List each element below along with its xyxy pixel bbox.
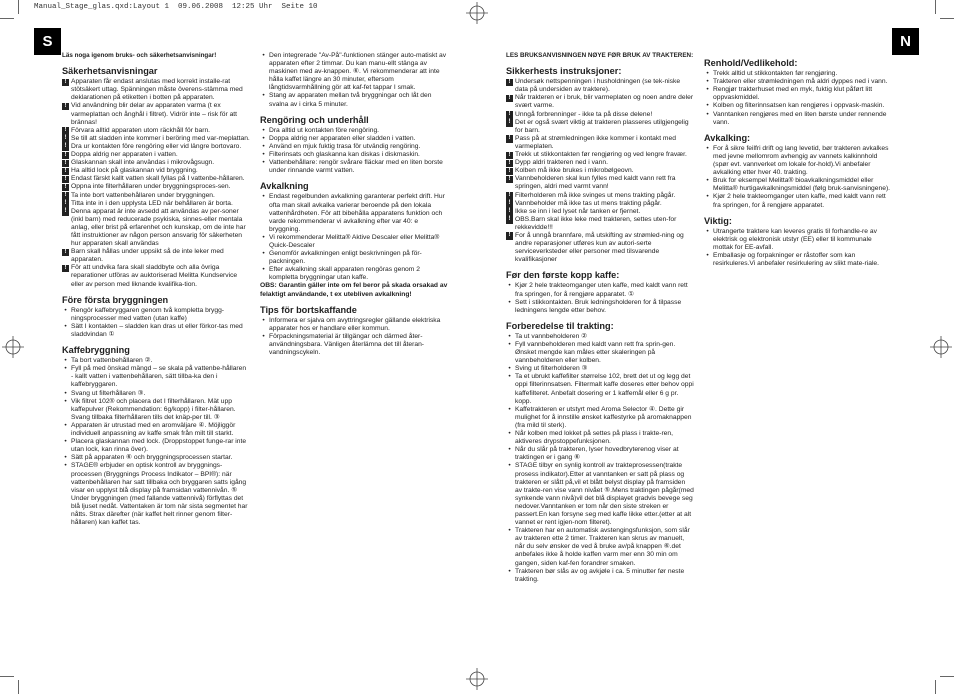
warning-item xyxy=(62,102,250,126)
bullet-item xyxy=(260,250,448,266)
bullet-icon: • xyxy=(508,527,511,535)
item-text: Ta inte bort vattenbehållaren under bryggningen. xyxy=(71,191,215,199)
exclamation-icon: ! xyxy=(62,200,69,208)
registration-mark-icon xyxy=(466,2,488,24)
item-text: Unngå forbrenninger - ikke ta på disse delene! xyxy=(515,110,653,118)
bullet-icon: • xyxy=(262,151,265,159)
item-text: Kjør 2 hele trakteomganger uten kaffe, med kaldt vann rett fra springen, for å rengjøre apparatet. ① xyxy=(515,282,688,298)
item-text: Vi rekommenderar Melitta® Aktive Descaler eller Melitta® Quick-Descaler xyxy=(269,233,440,249)
warning-item xyxy=(62,135,250,143)
warning-item xyxy=(506,135,694,151)
bullet-item xyxy=(260,143,448,151)
warning-item xyxy=(62,78,250,102)
bullet-item xyxy=(260,151,448,159)
section-heading: Viktig: xyxy=(704,215,732,226)
column-norwegian-2 xyxy=(704,52,892,268)
item-text: Endast regelbunden avkalkning garanterar perfekt drift. Hur ofta man skall avkalka varierar beroende på den lokala vattenhårdheten. För att bibehålla apparatens funktion och varde rekommenderar vi avkalkning efter var 40: e bryggning. xyxy=(269,193,445,233)
bullet-icon: • xyxy=(64,462,67,470)
bullet-icon: • xyxy=(508,446,511,454)
bullet-item xyxy=(260,135,448,143)
section-heading: Renhold/Vedlikehold: xyxy=(704,58,798,68)
item-text: Efter avkalkning skall apparaten rengöras genom 2 kompletta bryggningar utan kaffe. xyxy=(269,266,420,282)
bullet-item xyxy=(260,234,448,250)
bullet-icon: • xyxy=(706,70,709,78)
bullet-icon: • xyxy=(706,177,709,185)
item-text: Placera glaskannan med lock. (Droppstoppet funge-rar inte utan lock, kan rinna över). xyxy=(71,438,247,454)
bullet-icon: • xyxy=(508,430,511,438)
crop-mark xyxy=(940,676,954,677)
bullet-item xyxy=(506,299,694,315)
item-text: Förpackningsmaterial är tillgängar och därmed åter-användningsbara. Vänligen återlämna det till återan-vandningscykeln. xyxy=(269,332,425,357)
exclamation-icon: ! xyxy=(62,143,69,151)
bullet-item xyxy=(506,462,694,527)
bullet-item xyxy=(506,341,694,365)
bullet-item xyxy=(506,373,694,405)
item-text: Kolben og filterinnsatsen kan rengjøres i oppvask-maskin. xyxy=(713,102,885,110)
warning-item xyxy=(506,232,694,264)
bullet-icon: • xyxy=(262,266,265,274)
item-text: Kaffetrakteren er utstyrt med Aroma Selector ④. Dette gir mulighet for å innstille ønsket kaffestyrke på aromaknappen (fra mild til sterk). xyxy=(515,405,692,429)
item-text: Rengör kaffebryggaren genom två kompletta brygg-ningsprocesser med vatten (utan kaffe) xyxy=(71,306,225,322)
section-heading: Før den første kopp kaffe: xyxy=(506,270,620,281)
bullet-icon: • xyxy=(64,365,67,373)
item-text: Förvara alltid apparaten utom räckhåll för barn. xyxy=(71,126,211,134)
section-heading: Säkerhetsanvisningar xyxy=(62,66,158,77)
item-text: Dypp aldri trakteren ned i vann. xyxy=(515,159,608,167)
exclamation-icon: ! xyxy=(506,216,513,224)
bullet-item xyxy=(62,390,250,398)
bullet-icon: • xyxy=(262,92,265,100)
registration-mark-icon xyxy=(930,336,952,358)
warning-item xyxy=(506,208,694,216)
item-text: Undersøk nettspenningen i husholdningen (se tek-niske data på undersiden av traktere). xyxy=(515,78,681,94)
item-text: Informera er sjalva om avyttringsregler gällande elektriska apparater hos er handlare eller kommun. xyxy=(269,316,441,332)
language-tab-swedish: S xyxy=(34,28,61,55)
exclamation-icon: ! xyxy=(506,160,513,168)
item-text: Oppna inte filterhållaren under bryggningsproces-sen. xyxy=(71,183,231,191)
item-text: Ta et ubrukt kaffefilter størrelse 102, brett det ut og legg det oppi filterinnsatsen. Filtermalt kaffe doseres etter behov oppi kaffefilteret. Anbefalt dosering er 1 kaffemål eller 6 g pr. kopp. xyxy=(515,373,694,405)
item-text: Når kolben med lokket på settes på plass i trakte-ren, aktiveres drypstoppefunksjonen. xyxy=(515,430,673,446)
item-text: STAGE® erbjuder en optisk kontroll av bryggnings-processen (Bryggnings Process Indikator – BPI®): när vattenbehållaren har satt tillbaka och bryggaren satts igång visar en upplyst blå display på framsidan vattennivån. ⑤ Under bryggningen (med fallande vattennivå) förflyttas det blå ljuset nedåt. Vattentaken är tom när sista segmentet har nåtts. Strax därefter (när kaffet helt rinner genom filter-hållaren) kan kaffet tas. xyxy=(71,462,248,527)
crop-mark xyxy=(18,0,19,14)
item-text: Barn skall hållas under uppsikt så de inte leker med apparaten. xyxy=(71,248,224,264)
bullet-icon: • xyxy=(508,462,511,470)
warning-item xyxy=(506,159,694,167)
bullet-icon: • xyxy=(262,126,265,134)
bullet-item xyxy=(704,102,892,110)
item-text: Sving ut filterholderen ③ xyxy=(515,365,588,373)
exclamation-icon: ! xyxy=(62,208,69,216)
item-text: For å unngå brannfare, må utskifting av strømled-ning og andre reparasjoner utføres kun av autori-serte serviceverksteder eller personer med tilsvarende kvalifikasjoner xyxy=(515,231,684,264)
item-text: Filterinsats och glaskanna kan diskas i diskmaskin. xyxy=(269,151,420,159)
bullet-icon: • xyxy=(64,306,67,314)
bullet-icon: • xyxy=(706,78,709,86)
warning-item xyxy=(506,119,694,135)
bullet-item xyxy=(260,159,448,175)
exclamation-icon: ! xyxy=(506,200,513,208)
bullet-icon: • xyxy=(64,389,67,397)
item-text: Bruk for eksempel Melitta® bioavkalkningsmiddel eller Melitta® hurtigavkalkningsmiddel (følg bruk-sanvisningene). xyxy=(713,177,891,193)
section-heading: Sikkerhests instruksjoner: xyxy=(506,66,622,77)
warning-item xyxy=(506,200,694,208)
bullet-item xyxy=(704,70,892,78)
item-text: Fyll vannbeholderen med kaldt vann rett fra sprin-gen. Ønsket mengde kan måles etter skaleringen på vannbeholderen eller kolben. xyxy=(515,341,676,365)
column-norwegian-1 xyxy=(506,52,694,584)
warning-item xyxy=(506,192,694,200)
bullet-item xyxy=(62,307,250,323)
item-text: Sett i stikkontakten. Bruk ledningsholderen for å tilpasse ledningens lengde etter behov. xyxy=(515,298,682,314)
bullet-item xyxy=(704,145,892,177)
item-text: Svang ut filterhållaren ③. xyxy=(71,389,146,397)
column-swedish-1 xyxy=(62,52,250,527)
item-text: Vanntanken rengjøres med en liten børste under rennende vann. xyxy=(713,110,887,126)
warning-item xyxy=(62,143,250,151)
item-text: Ta ut vannbeholderen ② xyxy=(515,332,588,340)
crop-mark xyxy=(0,676,14,677)
bullet-item xyxy=(62,398,250,422)
item-text: Dra ur kontakten före rengöring eller vid längre bortovaro. xyxy=(71,142,242,150)
bullet-icon: • xyxy=(508,341,511,348)
warning-item xyxy=(506,175,694,191)
exclamation-icon: ! xyxy=(506,152,513,160)
bullet-icon: • xyxy=(64,454,67,462)
bullet-item xyxy=(506,430,694,446)
exclamation-icon: ! xyxy=(506,135,513,143)
bullet-item xyxy=(260,52,448,92)
item-text: Kolben må ikke brukes i mikrobølgeovn. xyxy=(515,167,634,175)
bullet-icon: • xyxy=(706,110,709,118)
exclamation-icon: ! xyxy=(506,119,513,127)
item-text: Genomför avkalkningen enligt beskrivningen på för-packningen. xyxy=(269,250,422,266)
section-heading: Forberedelse til trakting: xyxy=(506,320,614,331)
exclamation-icon: ! xyxy=(62,152,69,160)
crop-mark xyxy=(0,18,14,19)
bullet-item xyxy=(704,177,892,193)
item-text: Vik filtret 102® och placera det I filterhållaren. Mät upp kaffepulver (Rekommendation: 6g/kopp) i filter-hållaren. Svang tillbaka filterhållaren tills det knäp-per till. ③ xyxy=(71,397,236,421)
bullet-item xyxy=(260,193,448,233)
bullet-icon: • xyxy=(262,332,265,340)
item-text: Ikke se inn i led lyset når tanken er fjernet. xyxy=(515,207,641,215)
exclamation-icon: ! xyxy=(506,208,513,216)
bullet-item xyxy=(704,228,892,252)
item-text: Apparaten är utrustad med en aromväljare ④. Möjliggör individuell anpassning av kaffe smak från milt till starkt. xyxy=(71,421,236,438)
warning-item xyxy=(62,151,250,159)
crop-mark xyxy=(935,680,936,694)
item-text: Vattenbehållare: rengör svårare fläckar med en liten borste under rinnande varmt vatten. xyxy=(269,159,443,175)
section-heading: Tips för bortskaffande xyxy=(260,304,357,315)
warning-item xyxy=(506,151,694,159)
registration-mark-icon xyxy=(2,336,24,358)
item-text: Sätt på apparaten ⑥ och bryggningsprocessen startar. xyxy=(71,454,233,462)
exclamation-icon: ! xyxy=(62,127,69,135)
item-text: Trekk alltid ut stikkontakten før rengjøring. xyxy=(713,70,838,78)
item-text: Endast färskt kallt vatten skall fyllas på I vattenbe-hållaren. xyxy=(71,175,245,183)
bullet-icon: • xyxy=(508,567,511,575)
warning-item xyxy=(62,192,250,200)
bullet-icon: • xyxy=(64,357,67,365)
item-text: OBS.Barn skal ikke leke med trakteren, settes uten-for rekkevidde!!! xyxy=(515,215,677,231)
bullet-item xyxy=(506,446,694,462)
item-text: Det er også svært viktig at trakteren plasseres utilgjengelig for barn. xyxy=(515,118,689,134)
item-text: Trekk ut stikkontakten før rengjøring og ved lengre fravær. xyxy=(515,151,687,159)
bullet-item xyxy=(260,92,448,108)
bullet-icon: • xyxy=(262,52,265,59)
bullet-item xyxy=(704,193,892,209)
item-text: Glaskannan skall inte användas i mikrovågsugn. xyxy=(71,159,215,167)
exclamation-icon: ! xyxy=(62,103,69,111)
bullet-icon: • xyxy=(262,142,265,150)
item-text: Rengjør trakterhuset med en myk, fuktig klut påført litt oppvaskmiddel. xyxy=(713,86,873,102)
warning-item xyxy=(506,111,694,119)
bullet-item xyxy=(506,365,694,373)
item-text: Denna apparat är inte avsedd att användas av per-soner (inkl barn) med reducerade psykiska, sinnes-eller mentala anlag, eller brist på erfarenhet och kunskap, om de inte har fått instruktioner av någon person ansvarig för säkerheten hur apparaten skall användas xyxy=(71,207,246,248)
crop-mark xyxy=(935,0,936,14)
bullet-item xyxy=(704,86,892,102)
item-text: Den integrerade "Av-På"-funktionen stänger auto-matiskt av apparaten efter 2 timmar. Du kan manu-ellt stänga av maskinen med av-knappen. ⑥. Vi rekommenderar att inte hålla kaffet längre an 30 minuter, eftersom långtidsvarmhållning gör att kaf-fet tappar I smak. xyxy=(269,52,447,92)
bullet-icon: • xyxy=(508,373,511,381)
section-heading: Avkalking: xyxy=(704,132,751,143)
item-text: Stang av apparaten mellan två bryggningar och låt den svalna av i cirka 5 minuter. xyxy=(269,92,432,108)
bullet-item xyxy=(704,252,892,268)
bullet-item xyxy=(260,127,448,135)
bullet-icon: • xyxy=(706,251,709,259)
exclamation-icon: ! xyxy=(506,95,513,103)
bullet-item xyxy=(704,111,892,127)
item-text: Titta inte in i den upplysta LED när behållaren är borta. xyxy=(71,199,233,207)
bullet-item xyxy=(260,317,448,333)
bullet-icon: • xyxy=(508,298,511,306)
warning-item xyxy=(506,167,694,175)
item-text: Vannbeholder må ikke tas ut mens trakting pågår. xyxy=(515,199,662,207)
bullet-icon: • xyxy=(262,233,265,241)
crop-mark xyxy=(18,680,19,694)
bullet-icon: • xyxy=(706,144,709,152)
bullet-item xyxy=(62,365,250,389)
column-swedish-2 xyxy=(260,52,448,357)
intro-text: Läs noga igenom bruks- och säkerhetsanvisningar! xyxy=(62,52,217,59)
warning-item xyxy=(62,200,250,208)
file-header-line: Manual_Stage_glas.qxd:Layout 1 09.06.2008 12:25 Uhr Seite 10 xyxy=(34,3,318,11)
item-text: Filterholderen må ikke svinges ut mens trakting pågår. xyxy=(515,191,676,199)
item-text: Doppa aldrig ner apparaten eller sladden i vatten. xyxy=(269,134,416,142)
bullet-item xyxy=(62,462,250,527)
bullet-icon: • xyxy=(508,332,511,340)
bullet-icon: • xyxy=(706,86,709,94)
exclamation-icon: ! xyxy=(62,176,69,184)
exclamation-icon: ! xyxy=(506,192,513,200)
exclamation-icon: ! xyxy=(62,265,69,273)
warning-item xyxy=(62,208,250,248)
bullet-icon: • xyxy=(706,102,709,110)
item-text: Kjør 2 hele trakteomganger uten kaffe, med kaldt vann rett fra springen, for å rengjøre apparatet. xyxy=(713,193,886,209)
bullet-icon: • xyxy=(64,397,67,405)
warning-item xyxy=(62,127,250,135)
item-text: Apparaten får endast anslutas med korrekt installe-rat stötsäkert uttag. Spänningen måste överens-stämma med deklarationen på etiketten i botten på apparaten. xyxy=(71,78,243,102)
warning-item xyxy=(506,216,694,232)
bullet-item xyxy=(506,333,694,341)
bullet-icon: • xyxy=(262,134,265,142)
bullet-item xyxy=(506,568,694,584)
bullet-icon: • xyxy=(64,322,67,330)
item-text: Når trakteren er i bruk, blir varmeplaten og noen andre deler svært varme. xyxy=(515,94,694,110)
bullet-item xyxy=(260,266,448,282)
exclamation-icon: ! xyxy=(506,232,513,240)
bullet-icon: • xyxy=(64,421,67,429)
item-text: Trakteren har en automatisk avstengingsfunksjon, som slår av trakteren ette 2 timer. Trakteren kan skrus av manuelt, når du selv ønsker de ved å bruke av/på knappen ⑥.det anbefales ikke å holde kaffen varm mer enn 30 min om gangen, siden kaf-fen forandrer smaken. xyxy=(515,527,690,567)
bullet-icon: • xyxy=(262,316,265,324)
section-heading: Avkalkning xyxy=(260,181,309,192)
bullet-icon: • xyxy=(64,438,67,446)
intro-text: LES BRUKSANVISNINGEN NØYE FØR BRUK AV TRAKTEREN: xyxy=(506,52,694,59)
exclamation-icon: ! xyxy=(62,192,69,200)
bullet-item xyxy=(62,323,250,339)
bullet-item xyxy=(506,527,694,567)
exclamation-icon: ! xyxy=(62,160,69,168)
bullet-item xyxy=(260,333,448,357)
exclamation-icon: ! xyxy=(506,111,513,119)
item-text: Trakteren eller strømledningen må aldri dyppes ned i vann. xyxy=(713,78,888,86)
item-text: Vannbeholderen skal kun fylles med kaldt vann rett fra springen, aldri med varmt vann! xyxy=(515,175,676,191)
exclamation-icon: ! xyxy=(62,79,69,87)
item-text: Ta bort vattenbehållaren ②. xyxy=(71,357,153,365)
item-text: Trakteren bør slås av og avkjøle i ca. 5 minutter før neste trakting. xyxy=(515,567,685,583)
crop-mark xyxy=(940,18,954,19)
item-text: Doppa aldrig ner apparaten i vatten. xyxy=(71,151,178,159)
item-text: Utrangerte traktere kan leveres gratis til forhandle-re av elektrisk og elektronisk utstyr (EE) eller til kommunale mottak for EE-avfall. xyxy=(713,227,877,251)
bullet-item xyxy=(506,406,694,430)
item-text: Ha alltid lock på glaskannan vid bryggning. xyxy=(71,167,198,175)
bullet-icon: • xyxy=(508,282,511,290)
item-text: Fyll på med önskad mängd – se skala på vattenbe-hållaren - kallt vatten i vattenbehållaren, sätt tillba-ka den i kaffebryggaren. xyxy=(71,365,247,389)
section-heading: Före första bryggningen xyxy=(62,294,169,305)
item-text: Emballasje og forpakninger er råstoffer som kan resirkuleres.Vi anbefaler resirkulering av slikt mate-riale. xyxy=(713,251,880,268)
item-text: Använd en mjuk fuktig trasa för utvändig rengöring. xyxy=(269,142,421,150)
bullet-item xyxy=(506,282,694,298)
item-text: Sätt I kontakten – sladden kan dras ut eller förkor-tas med sladdvindan ① xyxy=(71,322,243,338)
exclamation-icon: ! xyxy=(62,135,69,143)
exclamation-icon: ! xyxy=(62,168,69,176)
exclamation-icon: ! xyxy=(506,176,513,184)
bullet-icon: • xyxy=(262,159,265,167)
item-text: Pass på at strømledningen ikke kommer i kontakt med varmeplaten. xyxy=(515,134,676,150)
item-text: STAGE tilbyr en synlig kontroll av trakteprosessen(trakte prosess indikator).Etter at vanntanken er satt på plass og trakteren er slått på,vil et blått belyst display på framsiden av trakte-ren vise vann nivået ⑤.Mens traktingen pågår(med synkende vann nivå)vil det blå displayet gradvis bevege seg nedover.Vanntanken er tom når den siste streken er passert.En kan forsyne seg med kaffe likke etter.(etter at alt vannet er rent igjen-nom filteret). xyxy=(515,462,694,527)
item-text: För att undvika fara skall sladdbyte och alla övriga reparationer utföras av auktoriserad Melitta Kundservice eller av person med liknande kvalifika-tion. xyxy=(71,264,238,288)
warning-item xyxy=(62,159,250,167)
item-text: Når du slår på trakteren, lyser hovedbryterenog viser at traktingen er i gang ⑥ xyxy=(515,446,679,462)
warning-item xyxy=(506,94,694,110)
warning-item xyxy=(62,248,250,264)
bullet-icon: • xyxy=(508,365,511,373)
warning-item xyxy=(506,78,694,94)
warning-note: OBS: Garantin gäller inte om fel beror på skada orsakad av felaktigt användande, t ex utebliven avkalkning! xyxy=(260,282,448,298)
registration-mark-icon xyxy=(466,668,488,690)
bullet-icon: • xyxy=(706,227,709,235)
bullet-item xyxy=(62,422,250,438)
exclamation-icon: ! xyxy=(62,249,69,257)
exclamation-icon: ! xyxy=(506,168,513,176)
bullet-icon: • xyxy=(706,193,709,201)
warning-item xyxy=(62,264,250,288)
bullet-item xyxy=(62,438,250,454)
language-tab-norwegian: N xyxy=(892,28,919,55)
bullet-icon: • xyxy=(262,250,265,258)
section-heading: Rengöring och underhåll xyxy=(260,114,369,125)
section-heading: Kaffebryggning xyxy=(62,345,130,356)
exclamation-icon: ! xyxy=(62,184,69,192)
bullet-icon: • xyxy=(262,193,265,201)
item-text: Se till att sladden inte kommer i beröring med var-meplattan. xyxy=(71,134,250,142)
item-text: Vid användning blir delar av apparaten varma (t ex varmeplattan och ånghål i filtret). Vidrör inte – risk för att brännas! xyxy=(71,102,238,126)
item-text: For å sikre feilfri drift og lang levetid, bør trakteren avkalkes med jevne mellomrom avhengig av vannets kalkinnhold (spør evt. vannverket om lokale for-hold).Vi anbefaler avkalking etter hver 40. trakting. xyxy=(713,144,889,177)
item-text: Dra alltid ut kontakten före rengöring. xyxy=(269,126,380,134)
exclamation-icon: ! xyxy=(506,79,513,87)
warning-item xyxy=(62,183,250,191)
bullet-icon: • xyxy=(508,405,511,413)
